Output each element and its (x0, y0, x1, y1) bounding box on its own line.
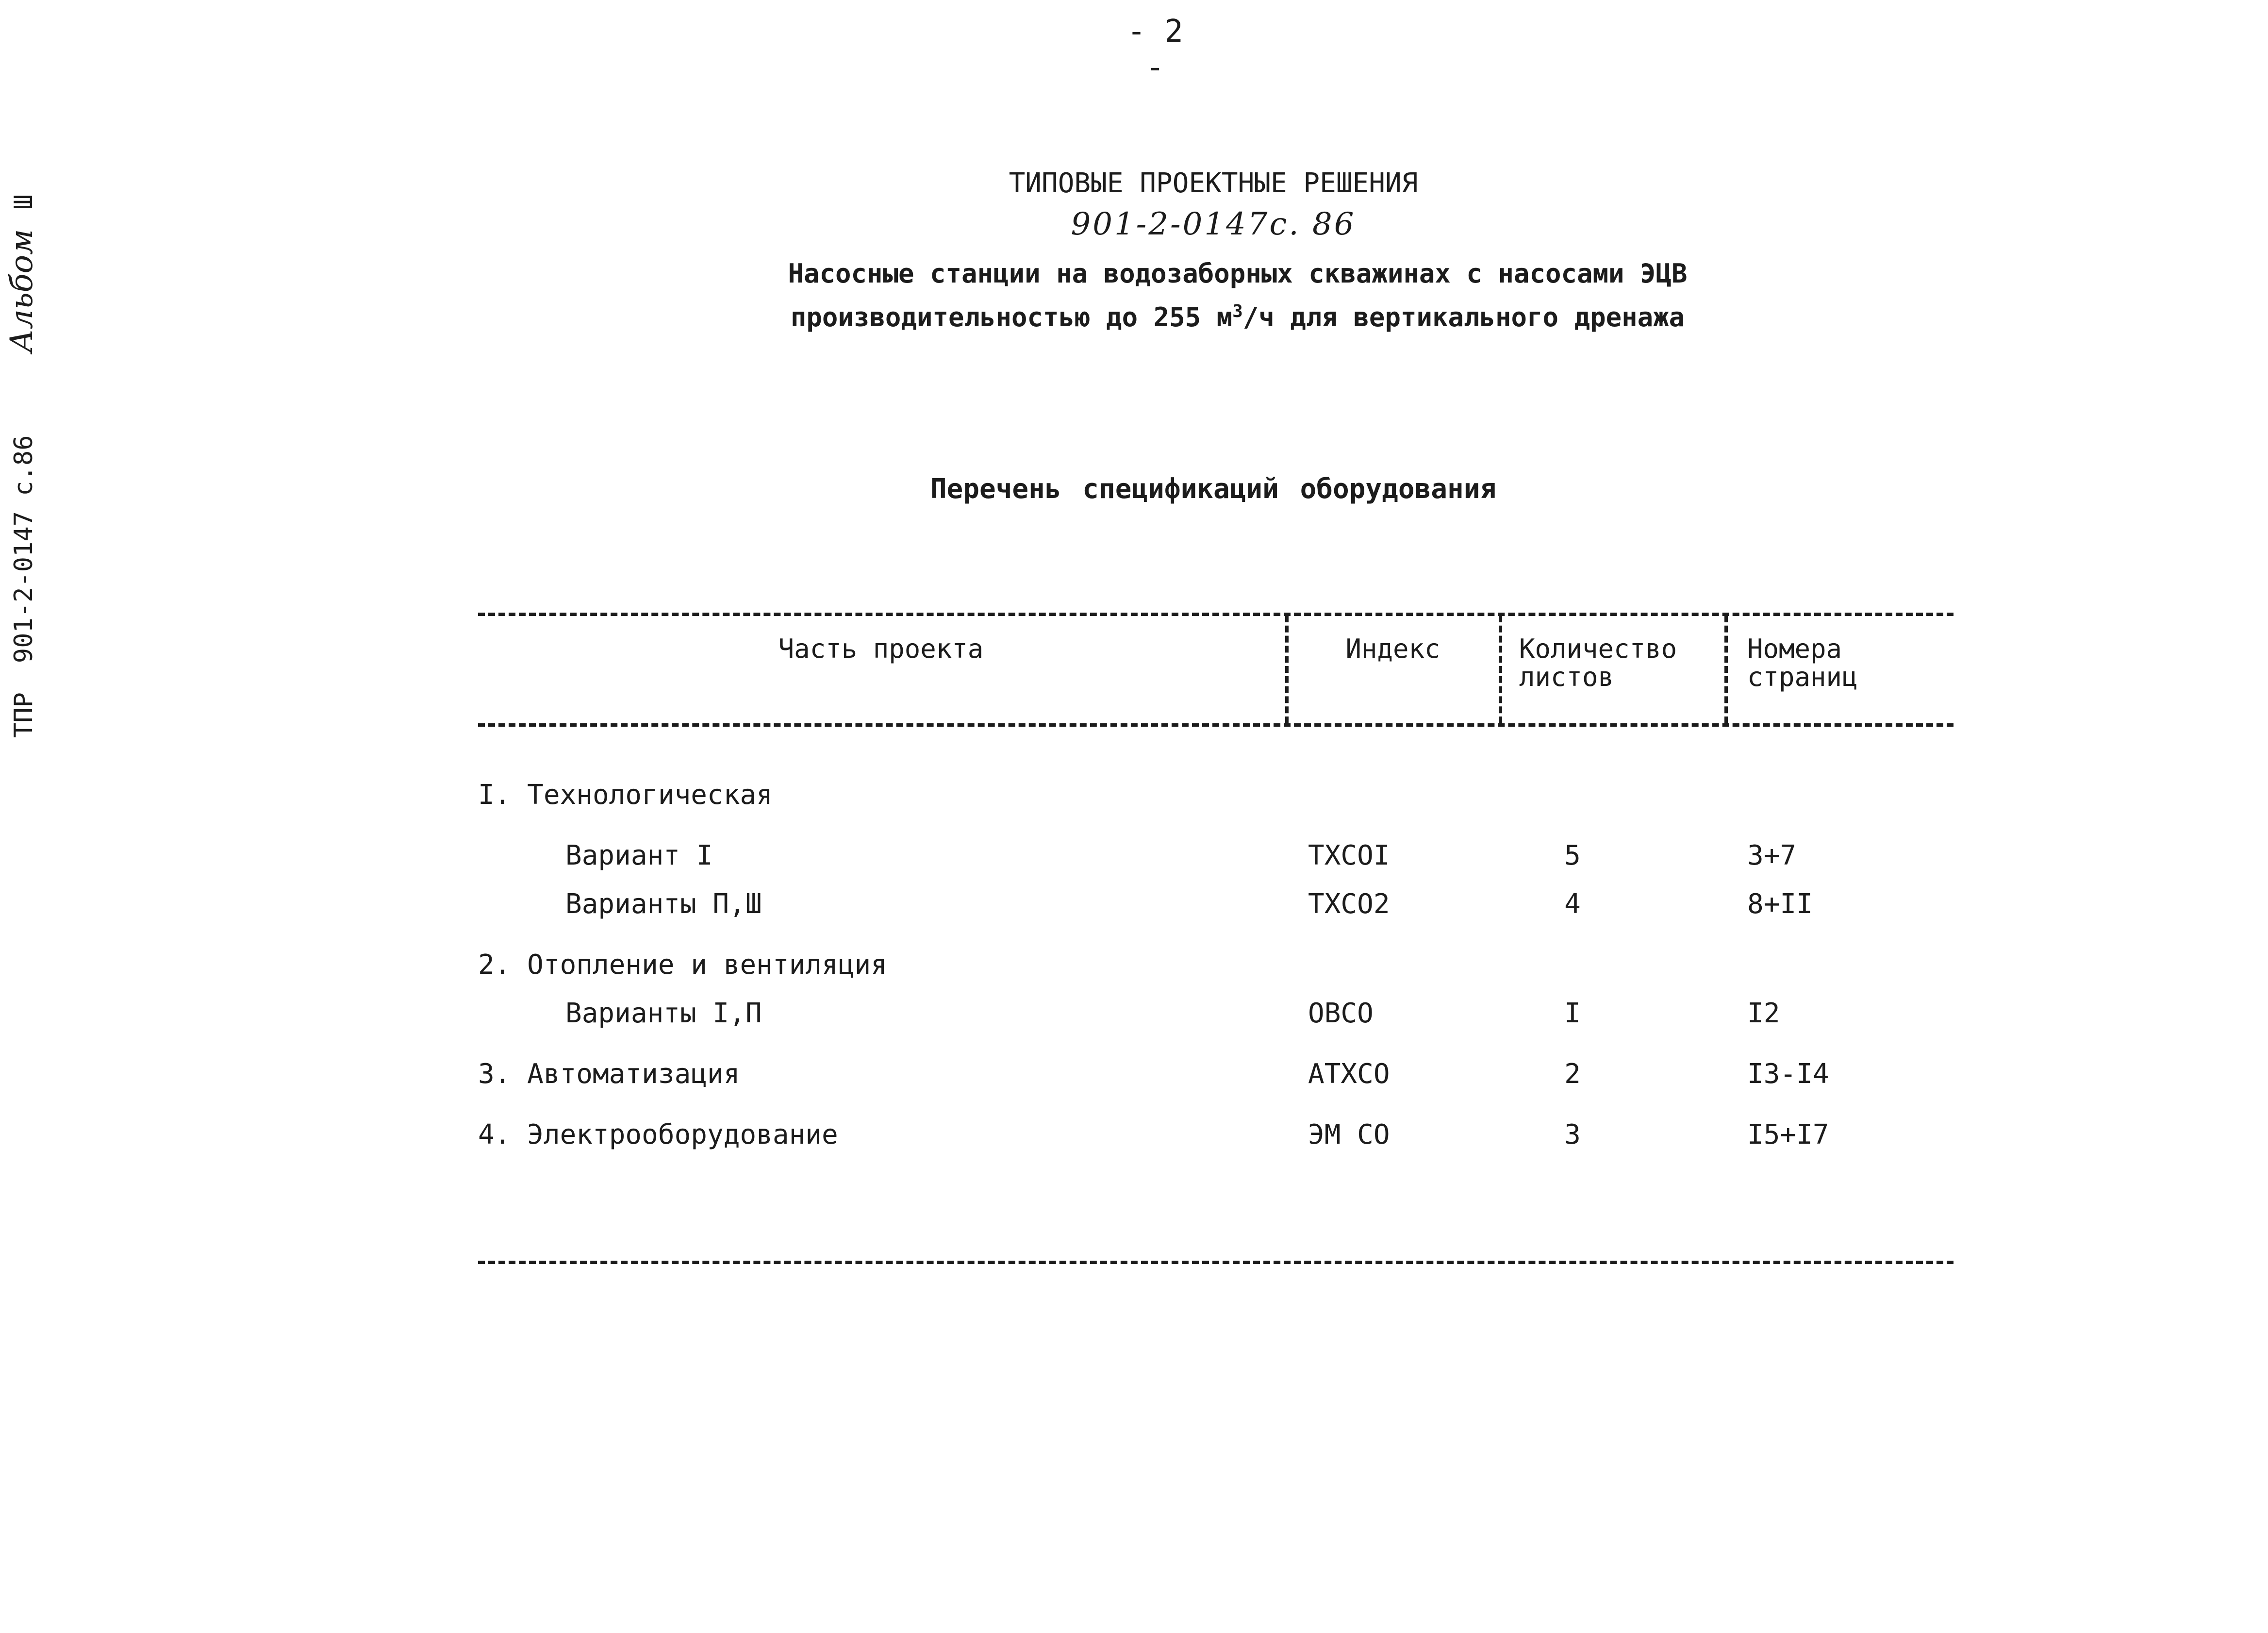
column-header-sheets-line-2: листов (1519, 662, 1614, 692)
row-5-sheets: I (1564, 998, 1581, 1029)
margin-album-number: Ш (9, 194, 38, 210)
margin-code: 901-2-0147 с.86 (9, 435, 38, 664)
row-2-name: Вариант I (565, 840, 713, 871)
column-header-part: Часть проекта (778, 633, 984, 664)
series-title: ТИПОВЫЕ ПРОЕКТНЫЕ РЕШЕНИЯ (1009, 167, 1418, 199)
page-number: - 2 - (1127, 14, 1183, 85)
row-3-pages: 8+II (1747, 888, 1813, 920)
row-7-name: 4. Электрооборудование (478, 1119, 838, 1150)
document-title-line-1: Насосные станции на водозаборных скважинах с насосами ЭЦВ (788, 258, 1688, 289)
row-2-pages: 3+7 (1747, 840, 1797, 871)
document-title-line-2 (728, 293, 1747, 336)
column-header-pages-line-1: Номера (1747, 633, 1842, 664)
row-7-index: ЭМ СО (1308, 1119, 1390, 1150)
row-6-index: АТХСО (1308, 1058, 1390, 1090)
column-header-index: Индекс (1345, 633, 1440, 664)
row-2-sheets: 5 (1564, 840, 1581, 871)
row-6-pages: I3-I4 (1747, 1058, 1829, 1090)
title-line-2-start: производительностью до 255 м (790, 302, 1233, 333)
column-separator-1 (1285, 616, 1289, 723)
title-line-2-superscript: 3 (1232, 301, 1243, 321)
row-7-pages: I5+I7 (1747, 1119, 1829, 1150)
table-rule-header (478, 723, 1953, 727)
document-code: 901-2-0147с. 86 (1071, 206, 1356, 242)
row-3-index: ТХСО2 (1308, 888, 1390, 920)
row-3-sheets: 4 (1564, 888, 1581, 920)
column-separator-2 (1499, 616, 1502, 723)
table-rule-top (478, 613, 1953, 616)
column-header-pages (1747, 635, 1956, 691)
row-2-index: ТХСОI (1308, 840, 1390, 871)
column-header-sheets-line-1: Количество (1519, 633, 1677, 664)
section-title: Перечень спецификаций оборудования (930, 473, 1497, 505)
row-4-name: 2. Отопление и вентиляция (478, 949, 887, 981)
column-header-sheets (1519, 635, 1723, 691)
row-3-name: Варианты П,Ш (565, 888, 762, 920)
row-5-pages: I2 (1747, 998, 1780, 1029)
title-line-2-end: /ч для вертикального дренажа (1242, 302, 1685, 333)
row-5-index: ОВСО (1308, 998, 1374, 1029)
document-title (728, 255, 1747, 336)
table-rule-bottom (478, 1261, 1953, 1264)
row-1-name: I. Технологическая (478, 779, 773, 811)
margin-series: ТПР (9, 692, 38, 738)
row-5-name: Варианты I,П (565, 998, 762, 1029)
row-6-name: 3. Автоматизация (478, 1058, 740, 1090)
row-7-sheets: 3 (1564, 1119, 1581, 1150)
margin-album-label: Альбом (4, 229, 40, 353)
margin-stamp (4, 194, 40, 738)
column-header-pages-line-2: страниц (1747, 662, 1858, 692)
column-separator-3 (1724, 616, 1728, 723)
row-6-sheets: 2 (1564, 1058, 1581, 1090)
